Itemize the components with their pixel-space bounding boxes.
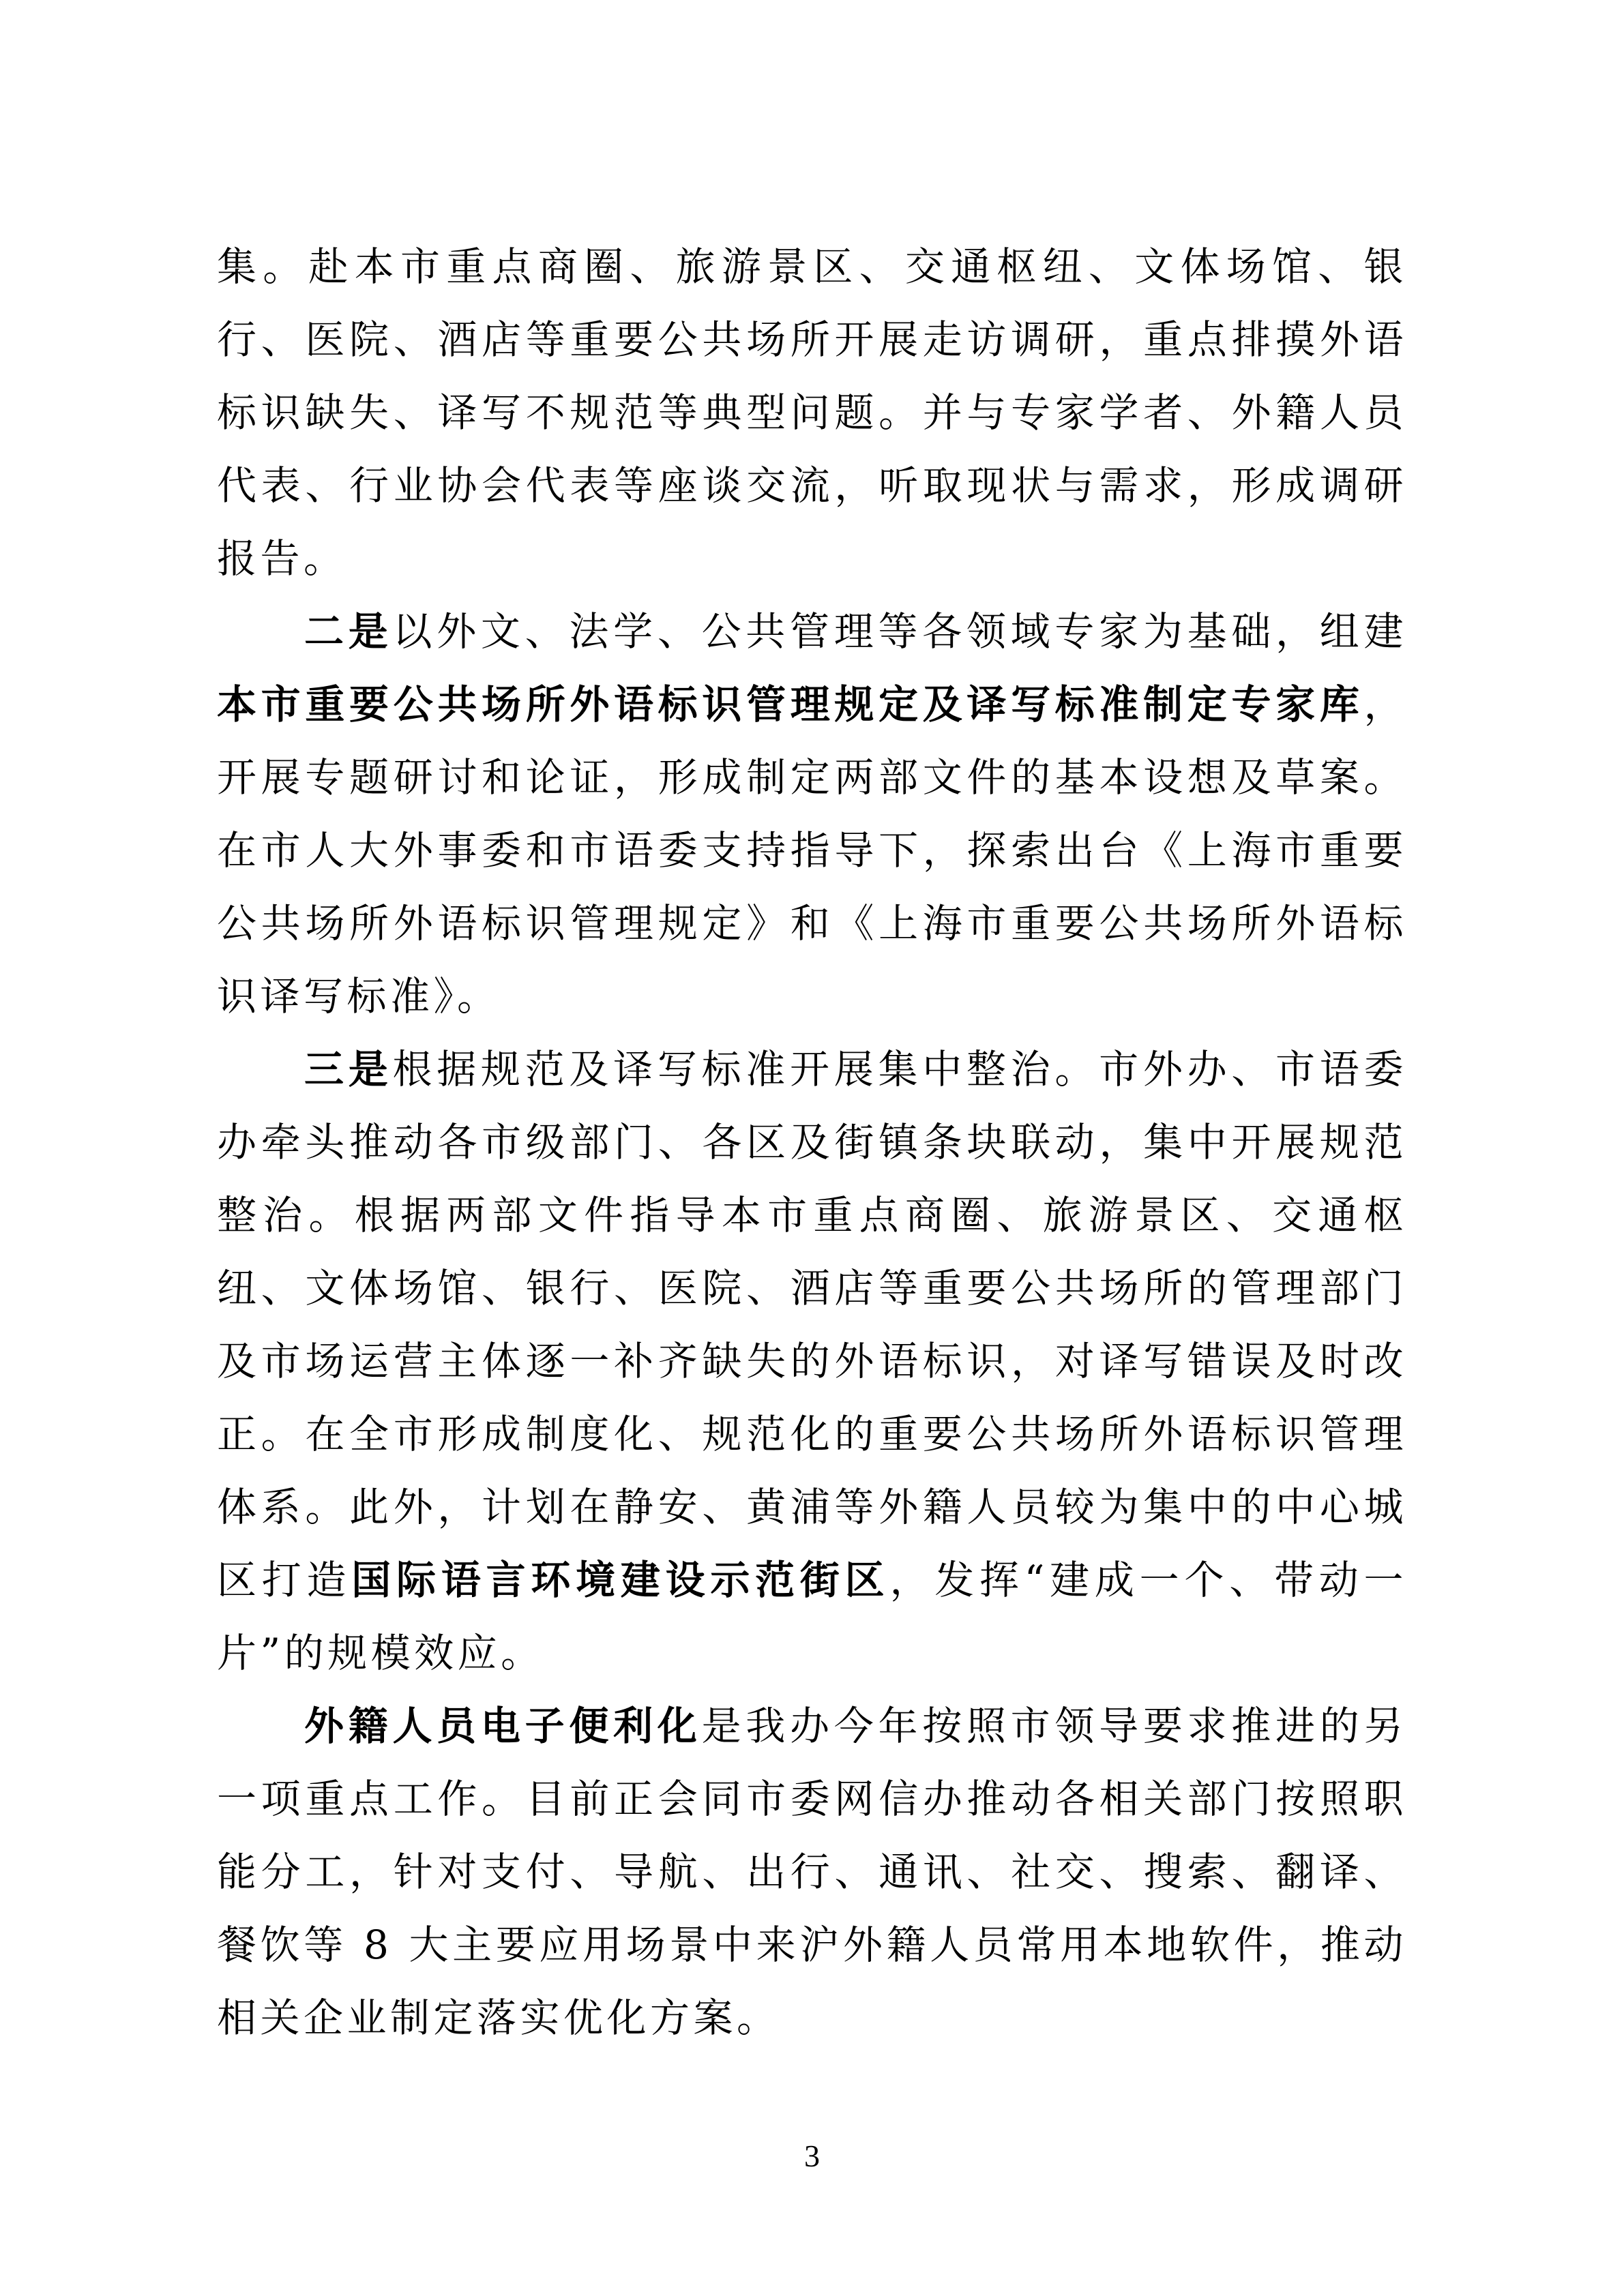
paragraph-text: ，开展专题研讨和论证，形成制定两部文件的基本设想及草案。在市人大外事委和市语委支持指导下，探索出台《上海市重要公共场所外语标识管理规定》和《上海市重要公共场所外语标识译写标准》。	[217, 681, 1407, 1019]
paragraph-rectification	[217, 1033, 1407, 1690]
paragraph-research-continued	[217, 230, 1407, 595]
paragraph-text: 以外文、法学、公共管理等各领域专家为基础，组建	[392, 608, 1407, 655]
bold-emphasis: 本市重要公共场所外语标识管理规定及译写标准制定专家库	[217, 681, 1364, 728]
bold-lead-label: 外籍人员电子便利化	[304, 1703, 702, 1749]
paragraph-digital-convenience	[217, 1690, 1407, 2055]
body-text	[217, 230, 1407, 2055]
paragraph-expert-pool	[217, 595, 1407, 1033]
paragraph-text: ，发挥“建成一个、带动一片”的规模效应。	[217, 1557, 1407, 1676]
bold-lead-label: 三是	[304, 1046, 393, 1092]
page-number: 3	[804, 2138, 820, 2173]
paragraph-text: 根据规范及译写标准开展集中整治。市外办、市语委办牵头推动各市级部门、各区及街镇条块联动，集中开展规范整治。根据两部文件指导本市重点商圈、旅游景区、交通枢纽、文体场馆、银行、医院、酒店等重要公共场所的管理部门及市场运营主体逐一补齐缺失的外语标识，对译写错误及时改正。在全市形成制度化、规范化的重要公共场所外语标识管理体系。此外，计划在静安、黄浦等外籍人员较为集中的中心城区打造	[217, 1046, 1407, 1603]
bold-lead-label: 二是	[304, 608, 393, 655]
paragraph-text: 是我办今年按照市领导要求推进的另一项重点工作。目前正会同市委网信办推动各相关部门按照职能分工，针对支付、导航、出行、通讯、社交、搜索、翻译、餐饮等 8 大主要应用场景中来沪外籍人员常用本地软件，推动相关企业制定落实优化方案。	[217, 1703, 1407, 2041]
bold-emphasis: 国际语言环境建设示范街区	[351, 1557, 890, 1603]
paragraph-text: 集。赴本市重点商圈、旅游景区、交通枢纽、文体场馆、银行、医院、酒店等重要公共场所开展走访调研，重点排摸外语标识缺失、译写不规范等典型问题。并与专家学者、外籍人员代表、行业协会代表等座谈交流，听取现状与需求，形成调研报告。	[217, 243, 1407, 582]
